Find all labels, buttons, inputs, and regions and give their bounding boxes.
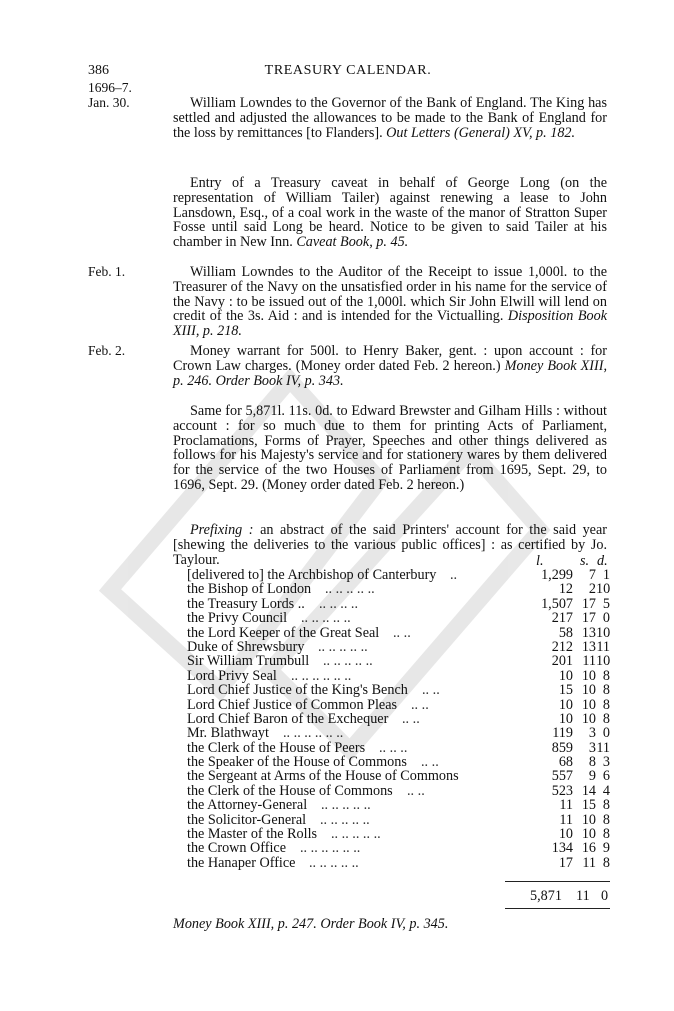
ledger-row-pence: 8 <box>602 696 610 713</box>
ledger-row <box>187 654 610 668</box>
ledger-row-pence: 6 <box>602 768 610 785</box>
ledger-row <box>187 841 610 855</box>
ledger-row-pence: 10 <box>596 653 611 670</box>
ledger-row <box>187 568 610 582</box>
ledger-row-leader-dots: .. .. .. .. .. <box>331 826 381 843</box>
ledger-row <box>187 784 610 798</box>
ledger-row-pounds: 1,507 <box>541 595 573 612</box>
ledger-row-recipient: Mr. Blathwayt <box>187 725 269 742</box>
entry-paragraph <box>173 265 607 339</box>
ledger-row-pence: 8 <box>602 826 610 843</box>
ledger-row-pence: 3 <box>602 754 610 771</box>
ledger-row <box>187 698 610 712</box>
ledger-row <box>187 611 610 625</box>
column-header-pounds: l. <box>536 553 544 569</box>
ledger-row-leader-dots: .. .. .. .. .. <box>325 581 375 598</box>
ledger-row-shillings: 11 <box>582 854 596 871</box>
entry-reference: Disposition Book XIII, p. 218. <box>173 308 607 340</box>
ledger-row-leader-dots: .. .. .. .. <box>319 595 359 612</box>
ledger-row-leader-dots: .. .. <box>402 710 420 727</box>
account-ledger <box>187 568 610 870</box>
ledger-row <box>187 726 610 740</box>
ledger-row-pounds: 12 <box>558 581 573 598</box>
ledger-row-recipient: Lord Chief Baron of the Exchequer <box>187 710 389 727</box>
ledger-row-shillings: 2 <box>588 581 596 598</box>
ledger-row-pence: 8 <box>602 811 610 828</box>
ledger-row-pence: 8 <box>602 667 610 684</box>
page-number: 386 <box>88 63 109 78</box>
ledger-row-recipient: the Bishop of London <box>187 581 312 598</box>
ledger-row-leader-dots: .. .. <box>421 754 439 771</box>
ledger-row <box>187 741 610 755</box>
ledger-row-pounds: 557 <box>551 768 573 785</box>
ledger-row <box>187 813 610 827</box>
ledger-row-leader-dots: .. .. .. .. .. <box>323 653 373 670</box>
ledger-row-leader-dots: .. .. .. .. .. .. <box>283 725 344 742</box>
ledger-row-pounds: 217 <box>551 610 573 627</box>
ledger-row-pounds: 523 <box>551 782 573 799</box>
entry-reference: Caveat Book, p. 45. <box>296 234 409 251</box>
column-header-pence: d. <box>597 553 608 569</box>
ledger-row-recipient: the Hanaper Office <box>187 854 296 871</box>
ledger-row-recipient: the Solicitor-General <box>187 811 307 828</box>
ledger-row-shillings: 9 <box>588 768 596 785</box>
ledger-row-recipient: Lord Chief Justice of Common Pleas <box>187 696 398 713</box>
entry-paragraph <box>173 176 607 250</box>
running-title: TREASURY CALENDAR. <box>264 63 432 78</box>
ledger-row-pence: 1 <box>602 567 610 583</box>
ledger-row-pence: 10 <box>596 581 611 598</box>
ledger-row-shillings: 13 <box>581 624 596 641</box>
ledger-row-pounds: 10 <box>558 826 573 843</box>
ledger-row <box>187 856 610 870</box>
ledger-row-pence: 4 <box>602 782 610 799</box>
ledger-row-pounds: 17 <box>558 854 573 871</box>
ledger-row-shillings: 10 <box>581 826 596 843</box>
ledger-row-pence: 8 <box>602 710 610 727</box>
ledger-row-pounds: 10 <box>558 696 573 713</box>
ledger-row-pounds: 11 <box>559 797 573 814</box>
sum-rule-top <box>505 881 610 882</box>
ledger-row-pounds: 119 <box>552 725 573 742</box>
ledger-row-recipient: the Clerk of the House of Peers <box>187 739 366 756</box>
ledger-row-pence: 11 <box>596 638 610 655</box>
ledger-row-leader-dots: .. .. <box>411 696 429 713</box>
ledger-row-leader-dots: .. .. .. .. .. <box>318 638 368 655</box>
ledger-row <box>187 798 610 812</box>
ledger-row-leader-dots: .. .. .. <box>379 739 408 756</box>
entry-text: Same for 5,871l. 11s. 0d. to Edward Brewster and Gilham Hills : without account : for so much due to them for printing Acts of Parliament, Proclamations, Forms of Prayer, Speeches and other things delivered as follows for his Majesty's service and for stationery wares by them delivered for the service of the two Houses of Parliament from 1695, Sept. 29, to 1696, Sept. 29. (Money order dated Feb. 2 hereon.) <box>173 403 607 493</box>
ledger-row-pounds: 58 <box>558 624 573 641</box>
ledger-row-shillings: 8 <box>588 754 596 771</box>
ledger-row-shillings: 14 <box>581 782 596 799</box>
ledger-row-recipient: the Clerk of the House of Commons <box>187 782 393 799</box>
sum-rule-bottom <box>505 908 610 909</box>
entry-date: Jan. 30. <box>88 95 130 110</box>
ledger-row-pence: 5 <box>602 595 610 612</box>
ledger-row-leader-dots: .. .. .. .. .. <box>309 854 359 871</box>
ledger-row-recipient: the Treasury Lords .. <box>187 595 305 612</box>
ledger-row <box>187 597 610 611</box>
ledger-row-leader-dots: .. .. .. .. .. <box>301 610 351 627</box>
ledger-row <box>187 755 610 769</box>
year-label: 1696–7. <box>88 80 132 95</box>
ledger-row-pence: 8 <box>602 797 610 814</box>
ledger-row <box>187 582 610 596</box>
ledger-row-recipient: the Sergeant at Arms of the House of Commons <box>187 768 459 785</box>
ledger-row-shillings: 3 <box>588 725 596 742</box>
ledger-row-shillings: 11 <box>582 653 596 670</box>
ledger-row-pounds: 1,299 <box>541 567 573 583</box>
ledger-row-recipient: [delivered to] the Archbishop of Canterbury <box>187 567 437 583</box>
ledger-row-pence: 0 <box>602 610 610 627</box>
entry-text: William Lowndes to the Auditor of the Receipt to issue 1,000l. to the Treasurer of the Navy on the unsatisfied order in his name for the service of the Navy : to be issued out of the 1,000l. which Sir John Elwill will lend on credit of the 3s. Aid : and is intended for the Victualling. <box>173 264 607 325</box>
ledger-row-pence: 8 <box>602 854 610 871</box>
ledger-row-pounds: 11 <box>559 811 573 828</box>
ledger-row-recipient: Duke of Shrewsbury <box>187 638 305 655</box>
ledger-row-shillings: 7 <box>588 567 596 583</box>
total-shillings: 11 <box>576 888 590 904</box>
ledger-row-recipient: the Privy Council <box>187 610 288 627</box>
ledger-row-pounds: 10 <box>558 710 573 727</box>
ledger-row-pounds: 68 <box>558 754 573 771</box>
ledger-row <box>187 626 610 640</box>
ledger-row-shillings: 3 <box>588 739 596 756</box>
entry-paragraph <box>173 344 607 388</box>
total-pence: 0 <box>601 888 609 904</box>
ledger-row-pounds: 10 <box>558 667 573 684</box>
ledger-row-pounds: 212 <box>551 638 573 655</box>
ledger-row-recipient: the Crown Office <box>187 840 287 857</box>
ledger-row-recipient: Lord Chief Justice of the King's Bench <box>187 682 408 699</box>
entry-paragraph <box>173 404 607 493</box>
entry-reference: Money Book XIII, p. 246. Order Book IV, p. 343. <box>173 357 607 389</box>
ledger-row-leader-dots: .. .. <box>407 782 425 799</box>
entry-paragraph <box>173 96 607 140</box>
ledger-row-shillings: 16 <box>581 840 596 857</box>
ledger-row-recipient: the Attorney-General <box>187 797 308 814</box>
total-pounds: 5,871 <box>530 888 562 904</box>
ledger-row-shillings: 13 <box>581 638 596 655</box>
ledger-row-recipient: the Master of the Rolls <box>187 826 318 843</box>
entry-text: Money warrant for 500l. to Henry Baker, gent. : upon account : for Crown Law charges. (Money order dated Feb. 2 hereon.) <box>173 343 607 374</box>
ledger-row-leader-dots: .. <box>450 567 458 583</box>
ledger-row-pence: 8 <box>602 682 610 699</box>
ledger-row-leader-dots: .. .. .. .. .. <box>321 797 371 814</box>
ledger-row-leader-dots: .. .. <box>422 682 440 699</box>
ledger-row <box>187 669 610 683</box>
ledger-row-recipient: Lord Privy Seal <box>187 667 277 684</box>
ledger-row-recipient: the Speaker of the House of Commons <box>187 754 407 771</box>
ledger-row-leader-dots: .. .. .. .. .. <box>320 811 370 828</box>
entry-date: Feb. 2. <box>88 343 126 358</box>
ledger-row-leader-dots: .. .. <box>393 624 411 641</box>
ledger-row-shillings: 10 <box>581 811 596 828</box>
ledger-row-shillings: 10 <box>581 710 596 727</box>
entry-text: an abstract of the said Printers' account for the said year [shewing the deliveries to the various public offices] : as certified by Jo. Taylour. <box>173 522 607 568</box>
ledger-row-shillings: 10 <box>581 682 596 699</box>
column-header-shillings: s. <box>580 553 590 569</box>
ledger-row <box>187 683 610 697</box>
ledger-row-shillings: 17 <box>581 595 596 612</box>
ledger-row-shillings: 17 <box>581 610 596 627</box>
ledger-row <box>187 640 610 654</box>
entry-text: Entry of a Treasury caveat in behalf of George Long (on the representation of William Tailer) against renewing a lease to John Lansdown, Esq., of a coal work in the waste of the manor of Stratton Super Fosse until said Long be heard. Notice to be given to said Tailer at his chamber in New Inn. <box>173 175 607 251</box>
ledger-row <box>187 827 610 841</box>
ledger-row-pounds: 859 <box>551 739 573 756</box>
ledger-row-pounds: 201 <box>551 653 573 670</box>
ledger-row-pounds: 15 <box>558 682 573 699</box>
ledger-row-pence: 9 <box>602 840 610 857</box>
ledger-row-recipient: Sir William Trumbull <box>187 653 310 670</box>
ledger-row-pence: 0 <box>602 725 610 742</box>
footer-reference: Money Book XIII, p. 247. Order Book IV, p. 345. <box>173 916 449 932</box>
ledger-row-recipient: the Lord Keeper of the Great Seal <box>187 624 380 641</box>
ledger-row-shillings: 15 <box>581 797 596 814</box>
page-header <box>88 64 608 80</box>
ledger-row-shillings: 10 <box>581 696 596 713</box>
ledger-row-pounds: 134 <box>551 840 573 857</box>
prefix-label: Prefixing : <box>190 522 254 538</box>
ledger-row <box>187 712 610 726</box>
ledger-row-pence: 11 <box>596 739 610 756</box>
ledger-row <box>187 769 610 783</box>
entry-date: Feb. 1. <box>88 264 126 279</box>
ledger-row-pence: 10 <box>596 624 611 641</box>
ledger-row-shillings: 10 <box>581 667 596 684</box>
entry-text: William Lowndes to the Governor of the Bank of England. The King has settled and adjusted the allowances to be made to the Bank of England for the loss by remittances [to Flanders]. <box>173 95 607 141</box>
entry-reference: Out Letters (General) XV, p. 182. <box>386 124 576 141</box>
ledger-row-leader-dots: .. .. .. .. .. .. <box>291 667 352 684</box>
ledger-row-leader-dots: .. .. .. .. .. .. <box>300 840 361 857</box>
